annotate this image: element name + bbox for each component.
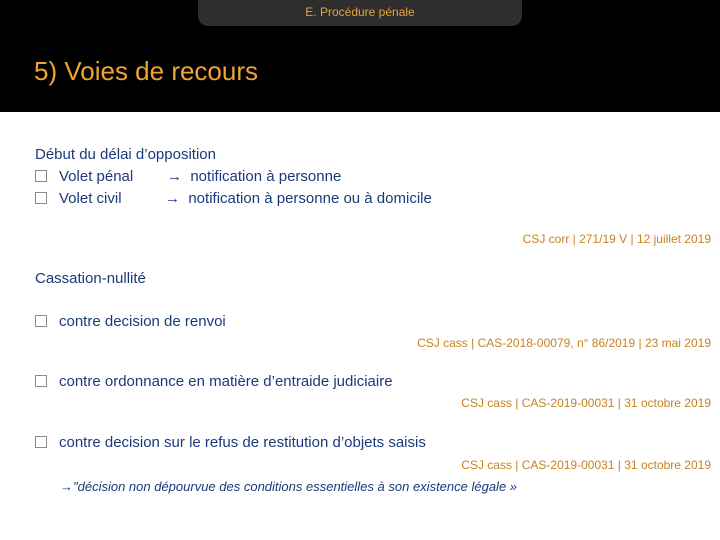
- arrow-icon: →: [60, 479, 73, 494]
- cassation-reference: CSJ cass | CAS-2019-00031 | 31 octobre 2019: [461, 458, 711, 472]
- slide-content: [0, 112, 720, 540]
- cassation-item: [35, 434, 426, 451]
- opposition-reference: CSJ corr | 271/19 V | 12 juillet 2019: [522, 232, 711, 246]
- checkbox-icon: [35, 192, 47, 204]
- cassation-item-text: contre decision sur le refus de restitution d’objets saisis: [59, 434, 426, 451]
- cassation-item: [35, 313, 226, 330]
- opposition-item-text: notification à personne: [190, 168, 342, 185]
- arrow-icon: →: [167, 168, 182, 185]
- checkbox-icon: [35, 315, 47, 327]
- legal-quote: [60, 479, 517, 494]
- cassation-reference: CSJ cass | CAS-2018-00079, n° 86/2019 | 23 mai 2019: [417, 336, 711, 350]
- opposition-item-civil: [35, 190, 432, 207]
- checkbox-icon: [35, 170, 47, 182]
- cassation-item-text: contre decision de renvoi: [59, 313, 226, 330]
- opposition-item-penal: [35, 168, 341, 185]
- header-bar: [0, 0, 720, 112]
- cassation-heading: Cassation-nullité: [35, 270, 146, 287]
- cassation-item-text: contre ordonnance en matière d’entraide judiciaire: [59, 373, 393, 390]
- cassation-reference: CSJ cass | CAS-2019-00031 | 31 octobre 2019: [461, 396, 711, 410]
- cassation-item: [35, 373, 393, 390]
- arrow-icon: →: [165, 190, 180, 207]
- section-tab: E. Procédure pénale: [198, 0, 522, 26]
- checkbox-icon: [35, 375, 47, 387]
- opposition-item-text: notification à personne ou à domicile: [188, 190, 432, 207]
- checkbox-icon: [35, 436, 47, 448]
- opposition-item-label: Volet civil: [59, 190, 122, 207]
- opposition-item-label: Volet pénal: [59, 168, 134, 185]
- opposition-heading: Début du délai d’opposition: [35, 146, 216, 163]
- slide-title: 5) Voies de recours: [34, 56, 259, 86]
- quote-text: "décision non dépourvue des conditions essentielles à son existence légale »: [73, 479, 518, 494]
